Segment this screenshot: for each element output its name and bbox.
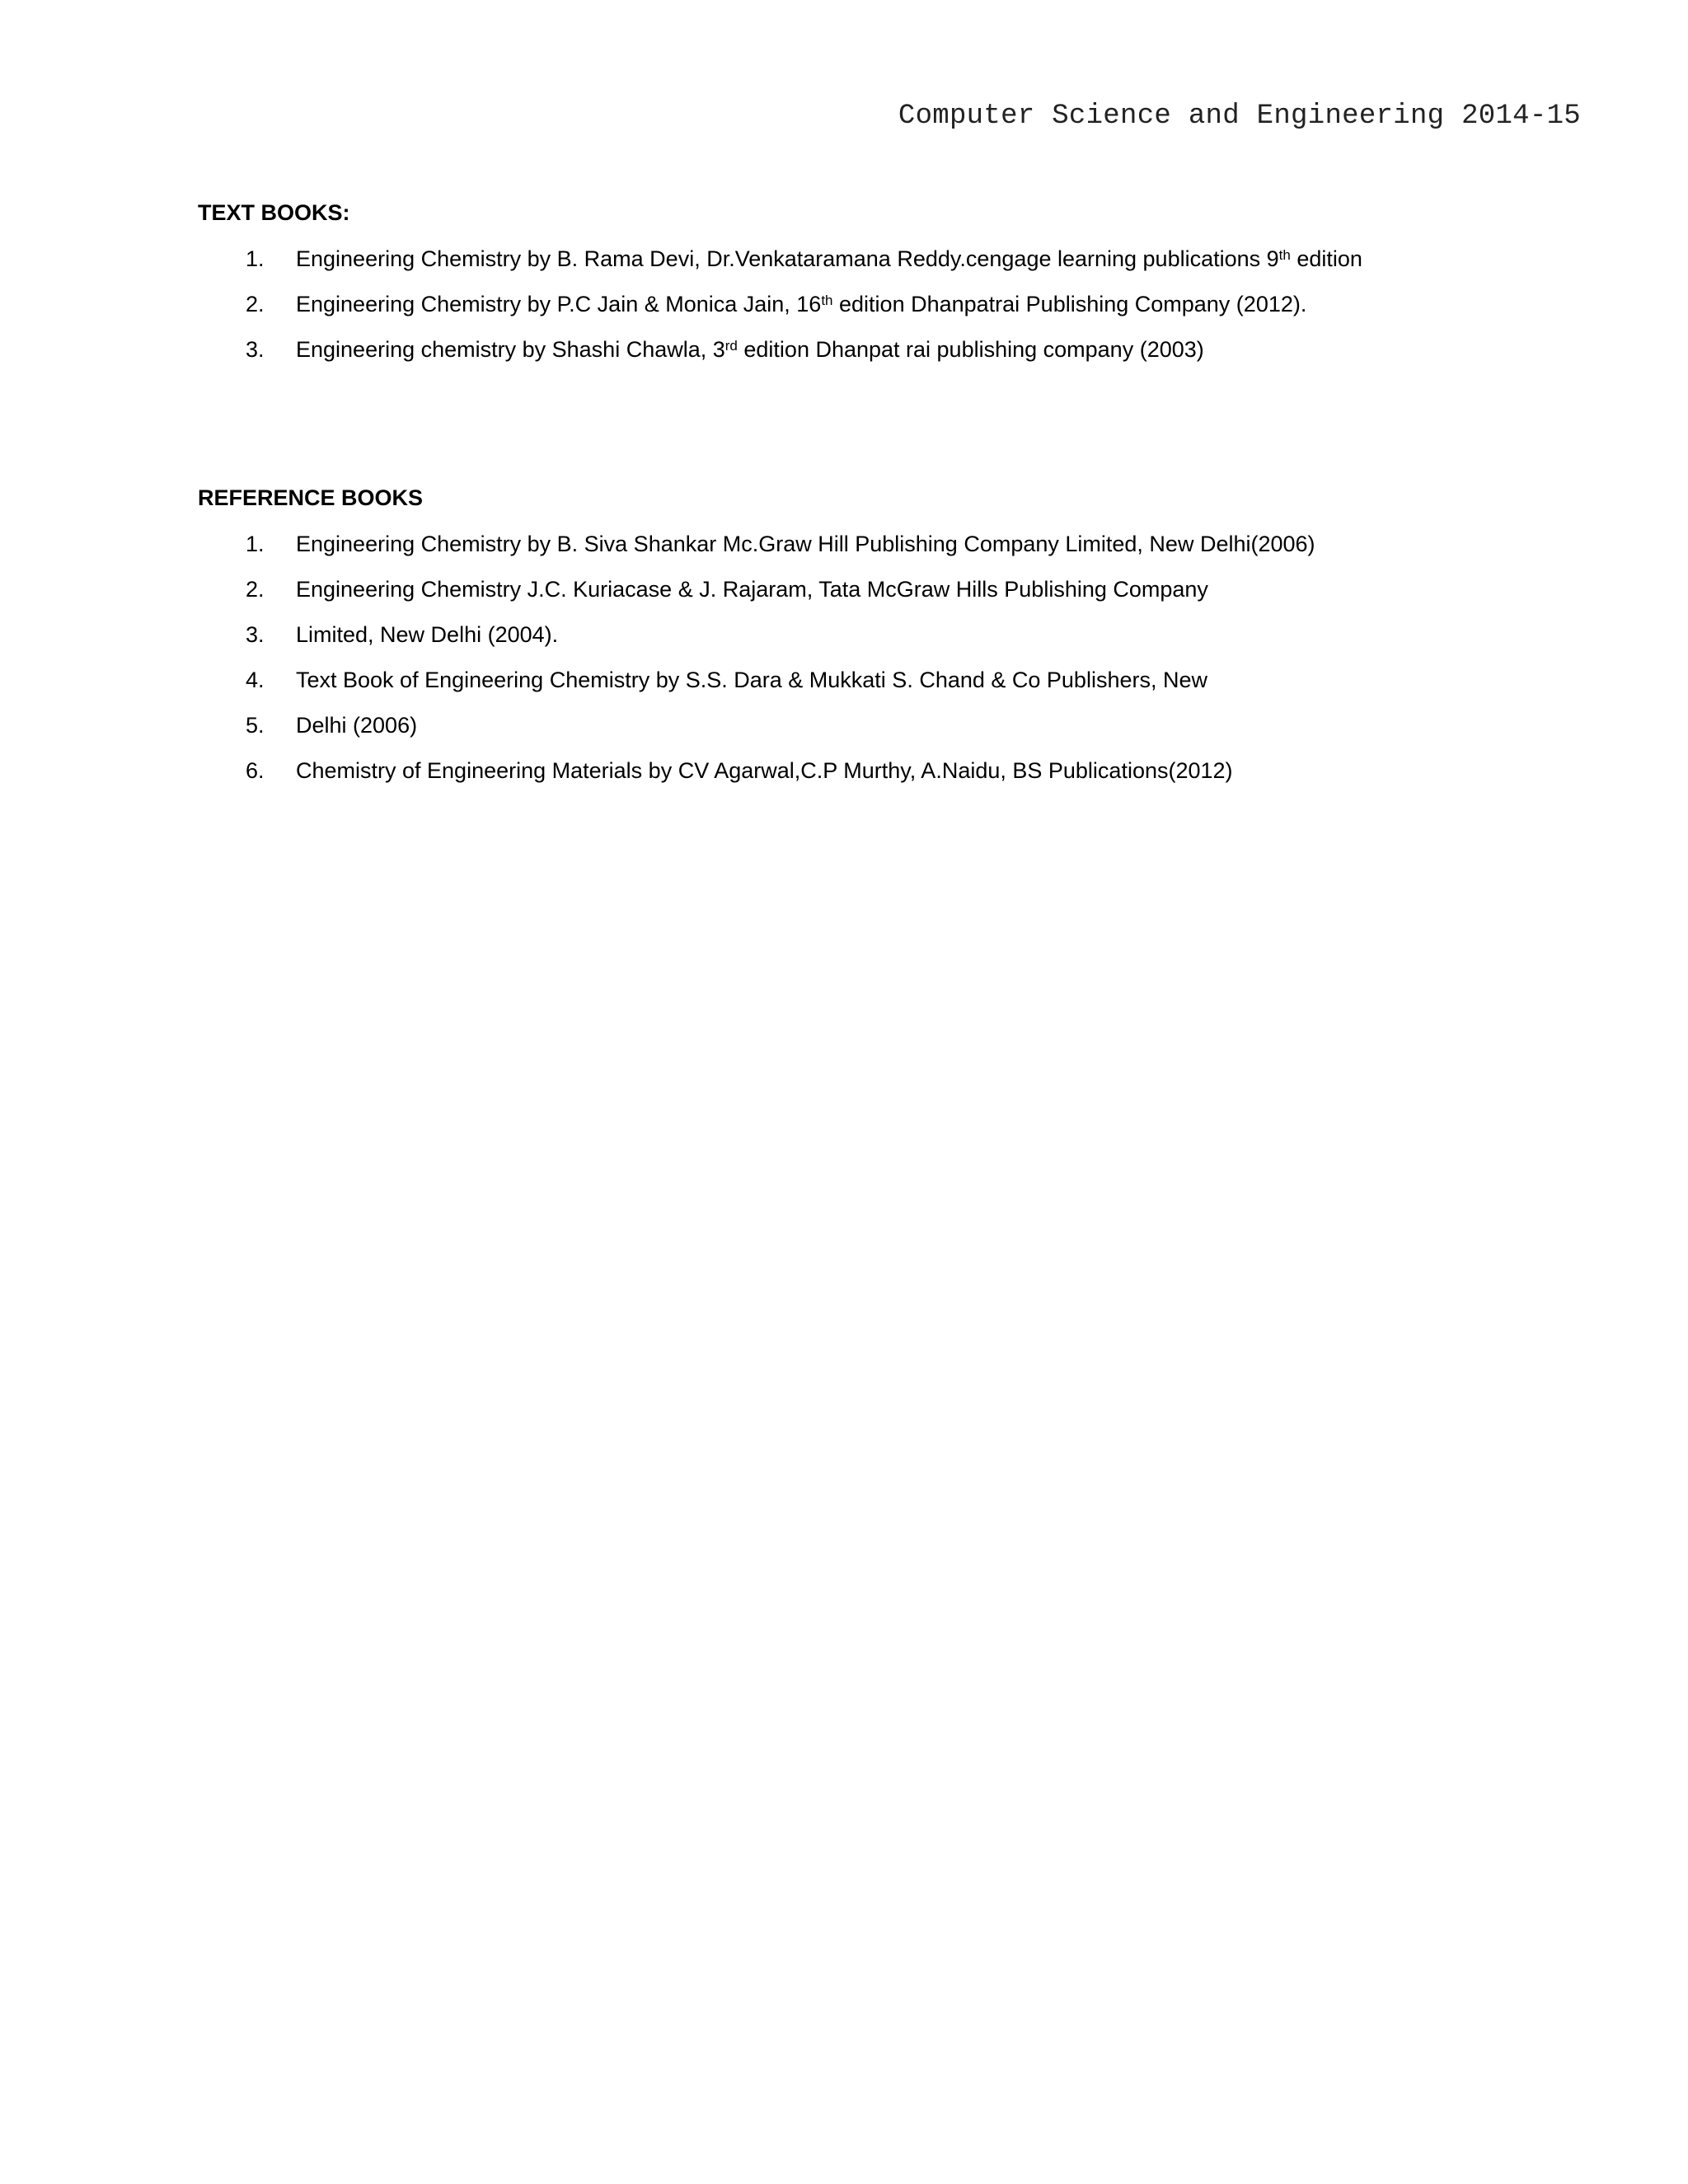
list-item-number: 4. <box>246 668 265 692</box>
list-item-text <box>296 244 1362 274</box>
list-item <box>198 756 1599 801</box>
list-item-number: 3. <box>246 337 265 362</box>
list-item-text: Chemistry of Engineering Materials by CV Agarwal,C.P Murthy, A.Naidu, BS Publications(2012) <box>296 758 1233 783</box>
list-item-text <box>296 289 1306 319</box>
list-item-number: 1. <box>246 246 265 271</box>
ordinal-superscript: th <box>821 293 833 308</box>
list-item <box>198 665 1599 710</box>
list-item-number: 5. <box>246 713 265 738</box>
list-item-text <box>296 335 1204 364</box>
list-item <box>198 335 1599 380</box>
page-header: Computer Science and Engineering 2014-15 <box>898 101 1581 132</box>
text-books-section <box>198 198 1599 380</box>
list-item <box>198 289 1599 335</box>
list-item-number: 1. <box>246 532 265 556</box>
list-item <box>198 529 1599 574</box>
list-item-text: Engineering Chemistry by B. Siva Shankar Mc.Graw Hill Publishing Company Limited, New Delhi(2006) <box>296 532 1315 556</box>
ordinal-superscript: rd <box>724 338 738 354</box>
list-item-text: Text Book of Engineering Chemistry by S.S. Dara & Mukkati S. Chand & Co Publishers, New <box>296 668 1207 692</box>
reference-books-heading: REFERENCE BOOKS <box>198 485 424 510</box>
list-item-number: 6. <box>246 758 265 783</box>
list-item-number: 3. <box>246 622 265 647</box>
list-item <box>198 620 1599 665</box>
list-item <box>198 244 1599 289</box>
list-item-text-tail: edition <box>1290 246 1362 271</box>
list-item-text-tail: edition Dhanpatrai Publishing Company (2012). <box>832 292 1307 316</box>
list-item-number: 2. <box>246 577 265 602</box>
list-item-text-main: Engineering chemistry by Shashi Chawla, 3 <box>296 337 725 362</box>
list-item-text: Engineering Chemistry J.C. Kuriacase & J. Rajaram, Tata McGraw Hills Publishing Company <box>296 577 1208 602</box>
list-item-text: Delhi (2006) <box>296 713 418 738</box>
list-item-number: 2. <box>246 292 265 316</box>
reference-books-list <box>198 529 1599 801</box>
list-item-text-main: Engineering Chemistry by B. Rama Devi, Dr.Venkataramana Reddy.cengage learning publications 9 <box>296 246 1279 271</box>
text-books-list <box>198 244 1599 380</box>
reference-books-section <box>198 483 1599 801</box>
list-item-text-main: Engineering Chemistry by P.C Jain & Monica Jain, 16 <box>296 292 822 316</box>
list-item <box>198 710 1599 756</box>
list-item <box>198 574 1599 620</box>
list-item-text: Limited, New Delhi (2004). <box>296 622 559 647</box>
text-books-heading: TEXT BOOKS: <box>198 200 350 225</box>
ordinal-superscript: th <box>1278 247 1291 263</box>
list-item-text-tail: edition Dhanpat rai publishing company (2003) <box>737 337 1204 362</box>
